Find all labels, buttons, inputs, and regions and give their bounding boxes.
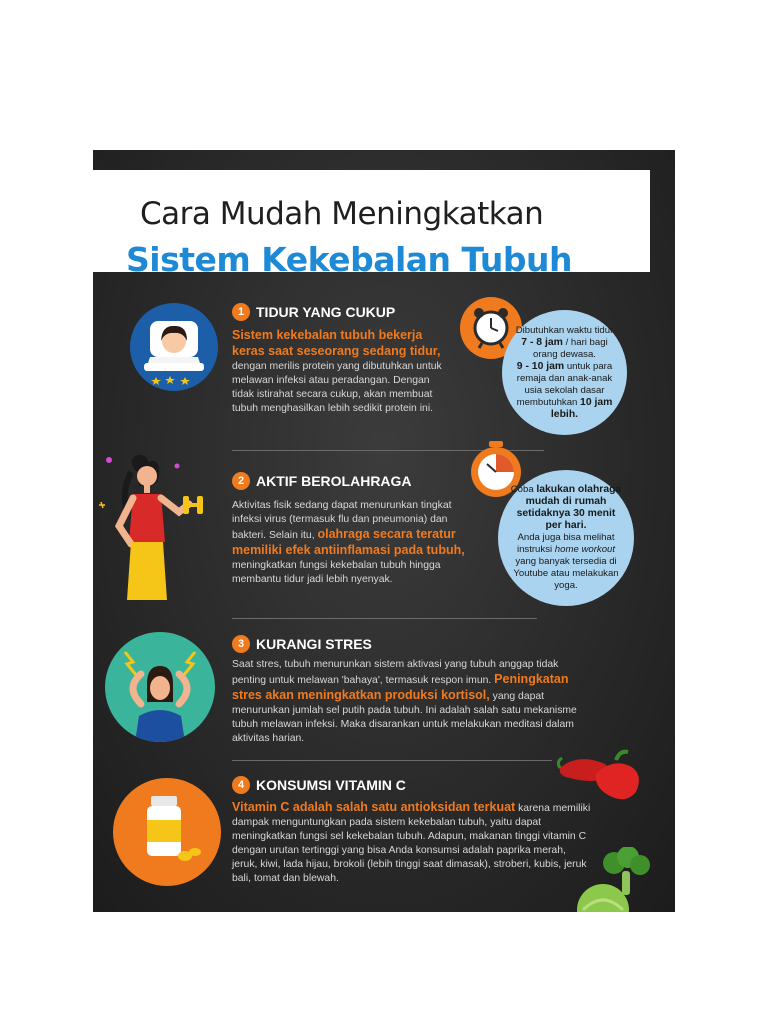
red-pepper-icon — [556, 748, 646, 804]
bubble-2-text-b: Anda juga bisa melihat instruksi — [516, 532, 615, 555]
section-4-highlight: Vitamin C adalah salah satu antioksidan terkuat — [232, 800, 516, 814]
bubble-1-bold-a: 7 - 8 jam — [521, 336, 563, 348]
bubble-2-text-c: yang banyak tersedia di Youtube atau melakukan yoga. — [513, 556, 619, 591]
vitamin-illustration — [113, 778, 221, 886]
title-line-2: Sistem Kekebalan Tubuh — [126, 240, 573, 279]
section-1-number: 1 — [232, 303, 250, 321]
bubble-2-italic: home workout — [554, 544, 616, 555]
section-1-header — [232, 303, 395, 321]
section-3-highlight: Peningkatan stres akan meningkatkan produksi kortisol, — [232, 672, 569, 702]
exercise-woman-icon — [97, 452, 207, 600]
section-2-text-a: Aktivitas fisik sedang dapat menurunkan tingkat infeksi virus (termasuk flu dan pneumonia) dan bakteri. Selain itu, — [232, 500, 452, 541]
section-3-body — [232, 658, 584, 746]
bubble-1-bold-c: 10 jam lebih. — [550, 396, 613, 420]
section-2-text-b: meningkatkan fungsi kekebalan tubuh hingga membantu tidur jadi lebih nyenyak. — [232, 560, 441, 585]
section-1-body — [232, 328, 454, 416]
sleeping-person-icon — [130, 303, 218, 391]
section-2-header — [232, 472, 412, 490]
stressed-person-icon — [105, 632, 215, 742]
bubble-2-text-a: Coba — [510, 484, 534, 495]
sleep-info-bubble — [502, 310, 627, 435]
section-1-title: TIDUR YANG CUKUP — [256, 304, 396, 320]
section-4-text: karena memiliki dampak menguntungkan pada sistem kekebalan tubuh, yaitu dapat meningkatkan fungsi sel kekebalan tubuh. Adapun, makanan tinggi vitamin C dengan urutan tertinggi yang bisa Anda konsumsi adalah paprika merah, jeruk, kiwi, lada hijau, brokoli (lebih tinggi saat dimasak), stroberi, kubis, jeruk bali, tomat dan blewah. — [232, 803, 591, 884]
section-3-number: 3 — [232, 635, 250, 653]
section-3-text-b: yang dapat menurunkan jumlah sel putih pada tubuh. Ini adalah salah satu mekanisme tubuh melawan infeksi. Maka disarankan untuk melakukan meditasi dalam aktivitas harian. — [232, 691, 577, 744]
bubble-2-bold: lakukan olahraga mudah di rumah setidaknya 30 menit per hari. — [516, 484, 622, 531]
section-1-highlight: Sistem kekebalan tubuh bekerja keras saat seseorang sedang tidur, — [232, 328, 441, 358]
section-4-body — [232, 800, 594, 886]
bubble-1-text-b: / hari bagi orang dewasa. — [533, 336, 608, 360]
section-4-title: KONSUMSI VITAMIN C — [256, 777, 406, 793]
sleep-illustration — [130, 303, 218, 391]
vitamin-bottle-icon — [113, 778, 221, 886]
bubble-1-text-c: untuk para remaja dan anak-anak usia sekolah dasar membutuhkan — [516, 360, 613, 408]
section-2-title: AKTIF BEROLAHRAGA — [256, 473, 412, 489]
bubble-1-text-a: Dibutuhkan waktu tidur — [515, 324, 614, 336]
title-banner — [93, 170, 650, 279]
section-3-text-a: Saat stres, tubuh menurunkan sistem aktivasi yang tubuh anggap tidak penting untuk melawan 'bahaya', termasuk respon imun. — [232, 659, 559, 686]
cabbage-icon — [573, 880, 633, 912]
divider-2 — [232, 618, 537, 619]
exercise-info-bubble — [498, 470, 634, 606]
section-3-header — [232, 635, 372, 653]
section-4-header — [232, 776, 406, 794]
section-2-body — [232, 499, 470, 587]
section-2-number: 2 — [232, 472, 250, 490]
section-3-title: KURANGI STRES — [256, 636, 372, 652]
section-4-number: 4 — [232, 776, 250, 794]
title-line-1: Cara Mudah Meningkatkan — [140, 196, 544, 232]
section-1-text: dengan merilis protein yang dibutuhkan untuk melawan infeksi atau peradangan. Dengan tidak istirahat secara cukup, akan membuat tubuh menghasilkan lebih sedikit protein ini. — [232, 361, 442, 414]
bubble-1-bold-b: 9 - 10 jam — [516, 360, 565, 372]
stress-illustration — [105, 632, 215, 742]
divider-3 — [232, 760, 552, 761]
section-2-highlight: olahraga secara teratur memiliki efek antiinflamasi pada tubuh, — [232, 527, 465, 557]
infographic-poster — [93, 150, 675, 912]
